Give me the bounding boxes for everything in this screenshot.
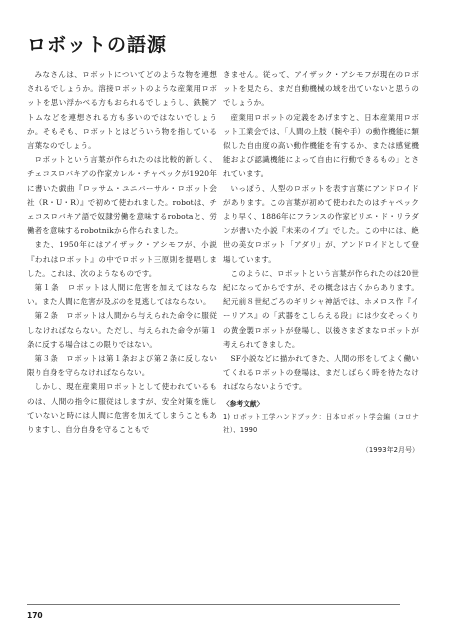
left-column [27,68,217,437]
paragraph: ロボットという言葉が作られたのは比較的新しく、チェコスロバキアの作家カレル・チャペックが1920年に書いた戯曲『ロッサム・ユニバーサル・ロボット会社（R・U・R）』で初めて使われました。robotは、チェコスロバキア語で奴隷労働を意味するrobotaと、労働者を意味するrobotnikから作られました。 [27,155,217,236]
references-label: 〈参考文献〉 [223,399,264,408]
paragraph: いっぽう、人型のロボットを表す言葉にアンドロイドがあります。この言葉が初めて使われたのはチャペックより早く、1886年にフランスの作家ビリエ・ド・リラダンが書いた小説『未来のイブ』でした。この中には、絶世の美女ロボット「アダリ」が、アンドロイドとして登場しています。 [223,183,419,264]
footer-rule [27,604,400,605]
paragraph: しかし、現在産業用ロボットとして使われているものは、人間の指令に服従はしますが、安全対策を施していないと時には人間に危害を加えてしまうこともありますし、自分自身を守ることもで [27,382,217,435]
law-article-2: 第２条 ロボットは人間から与えられた命令に服従しなければならない。ただし、与えられた命令が第１条に反する場合はこの限りではない。 [27,311,217,349]
publication-date-note: （1993年2月号） [361,445,419,454]
reference-item: 1) ロボット工学ハンドブック：日本ロボット学会編（コロナ社）、1990 [223,412,419,434]
paragraph: SF小説などに描かれてきた、人間の形をしてよく働いてくれるロボットの登場は、まだしばらく時を待たなければならないようです。 [223,354,419,392]
paragraph: 産業用ロボットの定義をあげますと、日本産業用ロボット工業会では、「人間の上肢（腕や手）の動作機能に類似した自由度の高い動作機能を有するか、または感覚機能および認識機能によって自由に行動できるもの」とされています。 [223,112,419,179]
paragraph: みなさんは、ロボットについてどのような物を連想されるでしょうか。溶接ロボットのような産業用ロボットを思い浮かべる方もおられるでしょうし、鉄腕アトムなどを連想される方も多いのではないでしょうか。そもそも、ロボットとはどういう物を指している言葉なのでしょう。 [27,70,217,151]
paragraph-continued: きません。従って、アイザック・アシモフが現在のロボットを見たら、まだ自動機械の域を出ていないと思うのでしょうか。 [223,70,419,108]
law-article-3: 第３条 ロボットは第１条および第２条に反しない限り自身を守らなければならない。 [27,354,217,378]
right-column [223,68,419,457]
law-article-1: 第１条 ロボットは人間に危害を加えてはならない。また人間に危害が及ぶのを見逃してはならない。 [27,283,217,307]
paragraph: このように、ロボットという言葉が作られたのは20世紀になってからですが、その概念は古くからあります。紀元前８世紀ごろのギリシャ神話では、ホメロス作『イーリアス』の「武器をこしらえる段」には少女そっくりの黄金製ロボットが登場し、以後さまざまなロボットが考えられてきました。 [223,268,419,349]
page-number: 170 [27,611,43,620]
paragraph: また、1950年にはアイザック・アシモフが、小説『われはロボット』の中でロボット三原則を提唱しました。これは、次のようなものです。 [27,240,217,278]
page-title: ロボットの語源 [27,34,168,56]
